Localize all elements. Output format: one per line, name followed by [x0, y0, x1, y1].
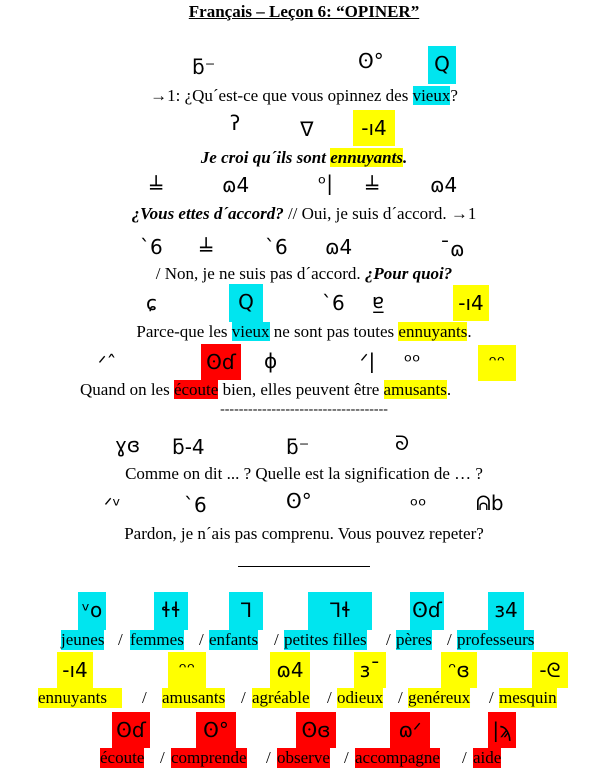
- sentence-question: →1: ¿Qu´est-ce que vous opinnez des vieux?: [150, 86, 458, 105]
- sign-glyph-icon: ᐟ|: [360, 349, 376, 373]
- sign-glyph-icon: -ı4: [353, 110, 395, 146]
- sign-glyph-icon: ɷ4: [222, 173, 250, 197]
- slash: /: [142, 688, 147, 707]
- sign-glyph-icon: ɜ4: [488, 592, 524, 630]
- separator-rule: [238, 566, 370, 567]
- sign-glyph-icon: ƃ-4: [172, 435, 205, 459]
- vocab-femmes: femmes: [130, 630, 184, 649]
- sign-glyph-icon: ʘ°: [286, 489, 312, 513]
- sign-glyph-icon: ɷ4: [430, 173, 458, 197]
- sign-glyph-icon: -ı4: [453, 285, 489, 321]
- vocab-peres: pères: [396, 630, 432, 649]
- sentence-disagree: / Non, je ne suis pas d´accord. ¿Pour quoi?: [155, 264, 453, 283]
- sign-glyph-icon: ᐟˆ: [98, 351, 117, 375]
- vocab-agreable: agréable: [252, 688, 310, 707]
- sign-glyph-icon: ʘ°: [358, 49, 384, 73]
- sign-glyph-icon: ƃ⁻: [286, 435, 310, 459]
- slash: /: [386, 630, 391, 649]
- slash: /: [199, 630, 204, 649]
- sign-glyph-icon: Q: [428, 46, 456, 84]
- page-title: Français – Leçon 6: “OPINER”: [188, 2, 420, 21]
- sign-glyph-icon: ɷᐟ: [390, 712, 430, 748]
- slash: /: [160, 748, 165, 767]
- sign-glyph-icon: ᵔɞ: [441, 652, 477, 688]
- sign-glyph-icon: ɷ4: [325, 235, 353, 259]
- vocab-ecoute: écoute: [100, 748, 145, 767]
- sign-glyph-icon: ˋ6: [140, 235, 163, 259]
- sign-glyph-icon: ᐟᵛ: [104, 493, 121, 517]
- sign-glyph-icon: -ᘓ: [532, 652, 568, 688]
- slash: /: [344, 748, 349, 767]
- sign-glyph-icon: ᐁ: [300, 117, 314, 141]
- sign-glyph-icon: ˋ6: [184, 493, 207, 517]
- sign-glyph-icon: ᵔᵔ: [168, 652, 206, 688]
- sign-glyph-icon: ˋ6: [322, 291, 345, 315]
- sentence-because: Parce-que les vieux ne sont pas toutes ennuyants.: [136, 322, 472, 341]
- sign-glyph-icon: ᵛo: [78, 592, 106, 630]
- sentence-what: Comme on dit ... ? Quelle est la signification de … ?: [125, 464, 483, 483]
- slash: /: [327, 688, 332, 707]
- slash: /: [398, 688, 403, 707]
- sign-glyph-icon: |ϡ: [488, 712, 516, 748]
- sign-glyph-icon: ɕ: [146, 291, 157, 315]
- vocab-amusants: amusants: [162, 688, 226, 707]
- vocab-genereux: genéreux: [408, 688, 471, 707]
- sign-glyph-icon: ╧: [150, 175, 163, 199]
- slash: /: [118, 630, 123, 649]
- vocab-odieux: odieux: [337, 688, 384, 707]
- slash: /: [241, 688, 246, 707]
- sign-glyph-icon: ᵔᵔ: [478, 345, 516, 381]
- vocab-professeurs: professeurs: [457, 630, 535, 649]
- sign-glyph-icon: ʘ°: [196, 712, 236, 748]
- sign-glyph-icon: -ı4: [57, 652, 93, 688]
- sign-glyph-icon: ʘɗ: [410, 592, 444, 630]
- sign-glyph-icon: ᒣ: [229, 592, 263, 630]
- sign-glyph-icon: ɜˉ: [354, 652, 386, 688]
- sign-glyph-icon: ᕱb: [476, 491, 504, 515]
- vocab-jeunes: jeunes: [61, 630, 105, 649]
- sentence-when: Quand on les écoute bien, elles peuvent être amusants.: [80, 380, 452, 399]
- vocab-petites-filles: petites filles: [284, 630, 367, 649]
- sign-glyph-icon: ᒣɬ: [308, 592, 372, 630]
- sign-glyph-icon: ɷ4: [270, 652, 310, 688]
- slash: /: [274, 630, 279, 649]
- sign-glyph-icon: ˉɷ: [440, 237, 465, 261]
- sign-glyph-icon: ᘐ: [395, 431, 410, 455]
- vocab-mesquin: mesquin: [499, 688, 557, 707]
- vocab-comprende: comprende: [171, 748, 247, 767]
- sentence-agree: ¿Vous ettes d´accord? // Oui, je suis d´accord. →1: [131, 204, 477, 223]
- sign-glyph-icon: Q: [229, 284, 263, 322]
- sentence-pardon: Pardon, je n´ais pas comprenu. Vous pouvez repeter?: [124, 524, 484, 543]
- slash: /: [462, 748, 467, 767]
- slash: /: [266, 748, 271, 767]
- sign-glyph-icon: ɐ̲: [372, 289, 385, 313]
- vocab-enfants: enfants: [209, 630, 259, 649]
- divider: ------------------------------------: [220, 402, 388, 417]
- vocab-ennuyants: ennuyants: [38, 688, 122, 708]
- sign-glyph-icon: ɣɞ: [115, 433, 141, 457]
- sign-glyph-icon: ᵒᵒ: [410, 493, 427, 517]
- sign-glyph-icon: ╧: [366, 175, 379, 199]
- sign-glyph-icon: ʘɞ: [296, 712, 336, 748]
- slash: /: [447, 630, 452, 649]
- vocab-observe: observe: [277, 748, 330, 767]
- sign-glyph-icon: ʘɗ: [201, 344, 241, 380]
- sign-glyph-icon: ɸ: [264, 349, 278, 373]
- sign-glyph-icon: ᵒᵒ: [404, 349, 421, 373]
- sentence-answer: Je croi qu´ils sont ennuyants.: [200, 148, 408, 167]
- slash: /: [489, 688, 494, 707]
- sign-glyph-icon: ᵒ|: [318, 171, 334, 195]
- sign-glyph-icon: ʘɗ: [112, 712, 150, 748]
- sign-glyph-icon: ʔ: [230, 111, 241, 135]
- sign-glyph-icon: ƃ⁻: [192, 55, 216, 79]
- vocab-aide: aide: [473, 748, 502, 767]
- vocab-accompagne: accompagne: [355, 748, 440, 767]
- sign-glyph-icon: ɬɬ: [154, 592, 188, 630]
- sign-glyph-icon: ╧: [200, 237, 213, 261]
- sign-glyph-icon: ˋ6: [265, 235, 288, 259]
